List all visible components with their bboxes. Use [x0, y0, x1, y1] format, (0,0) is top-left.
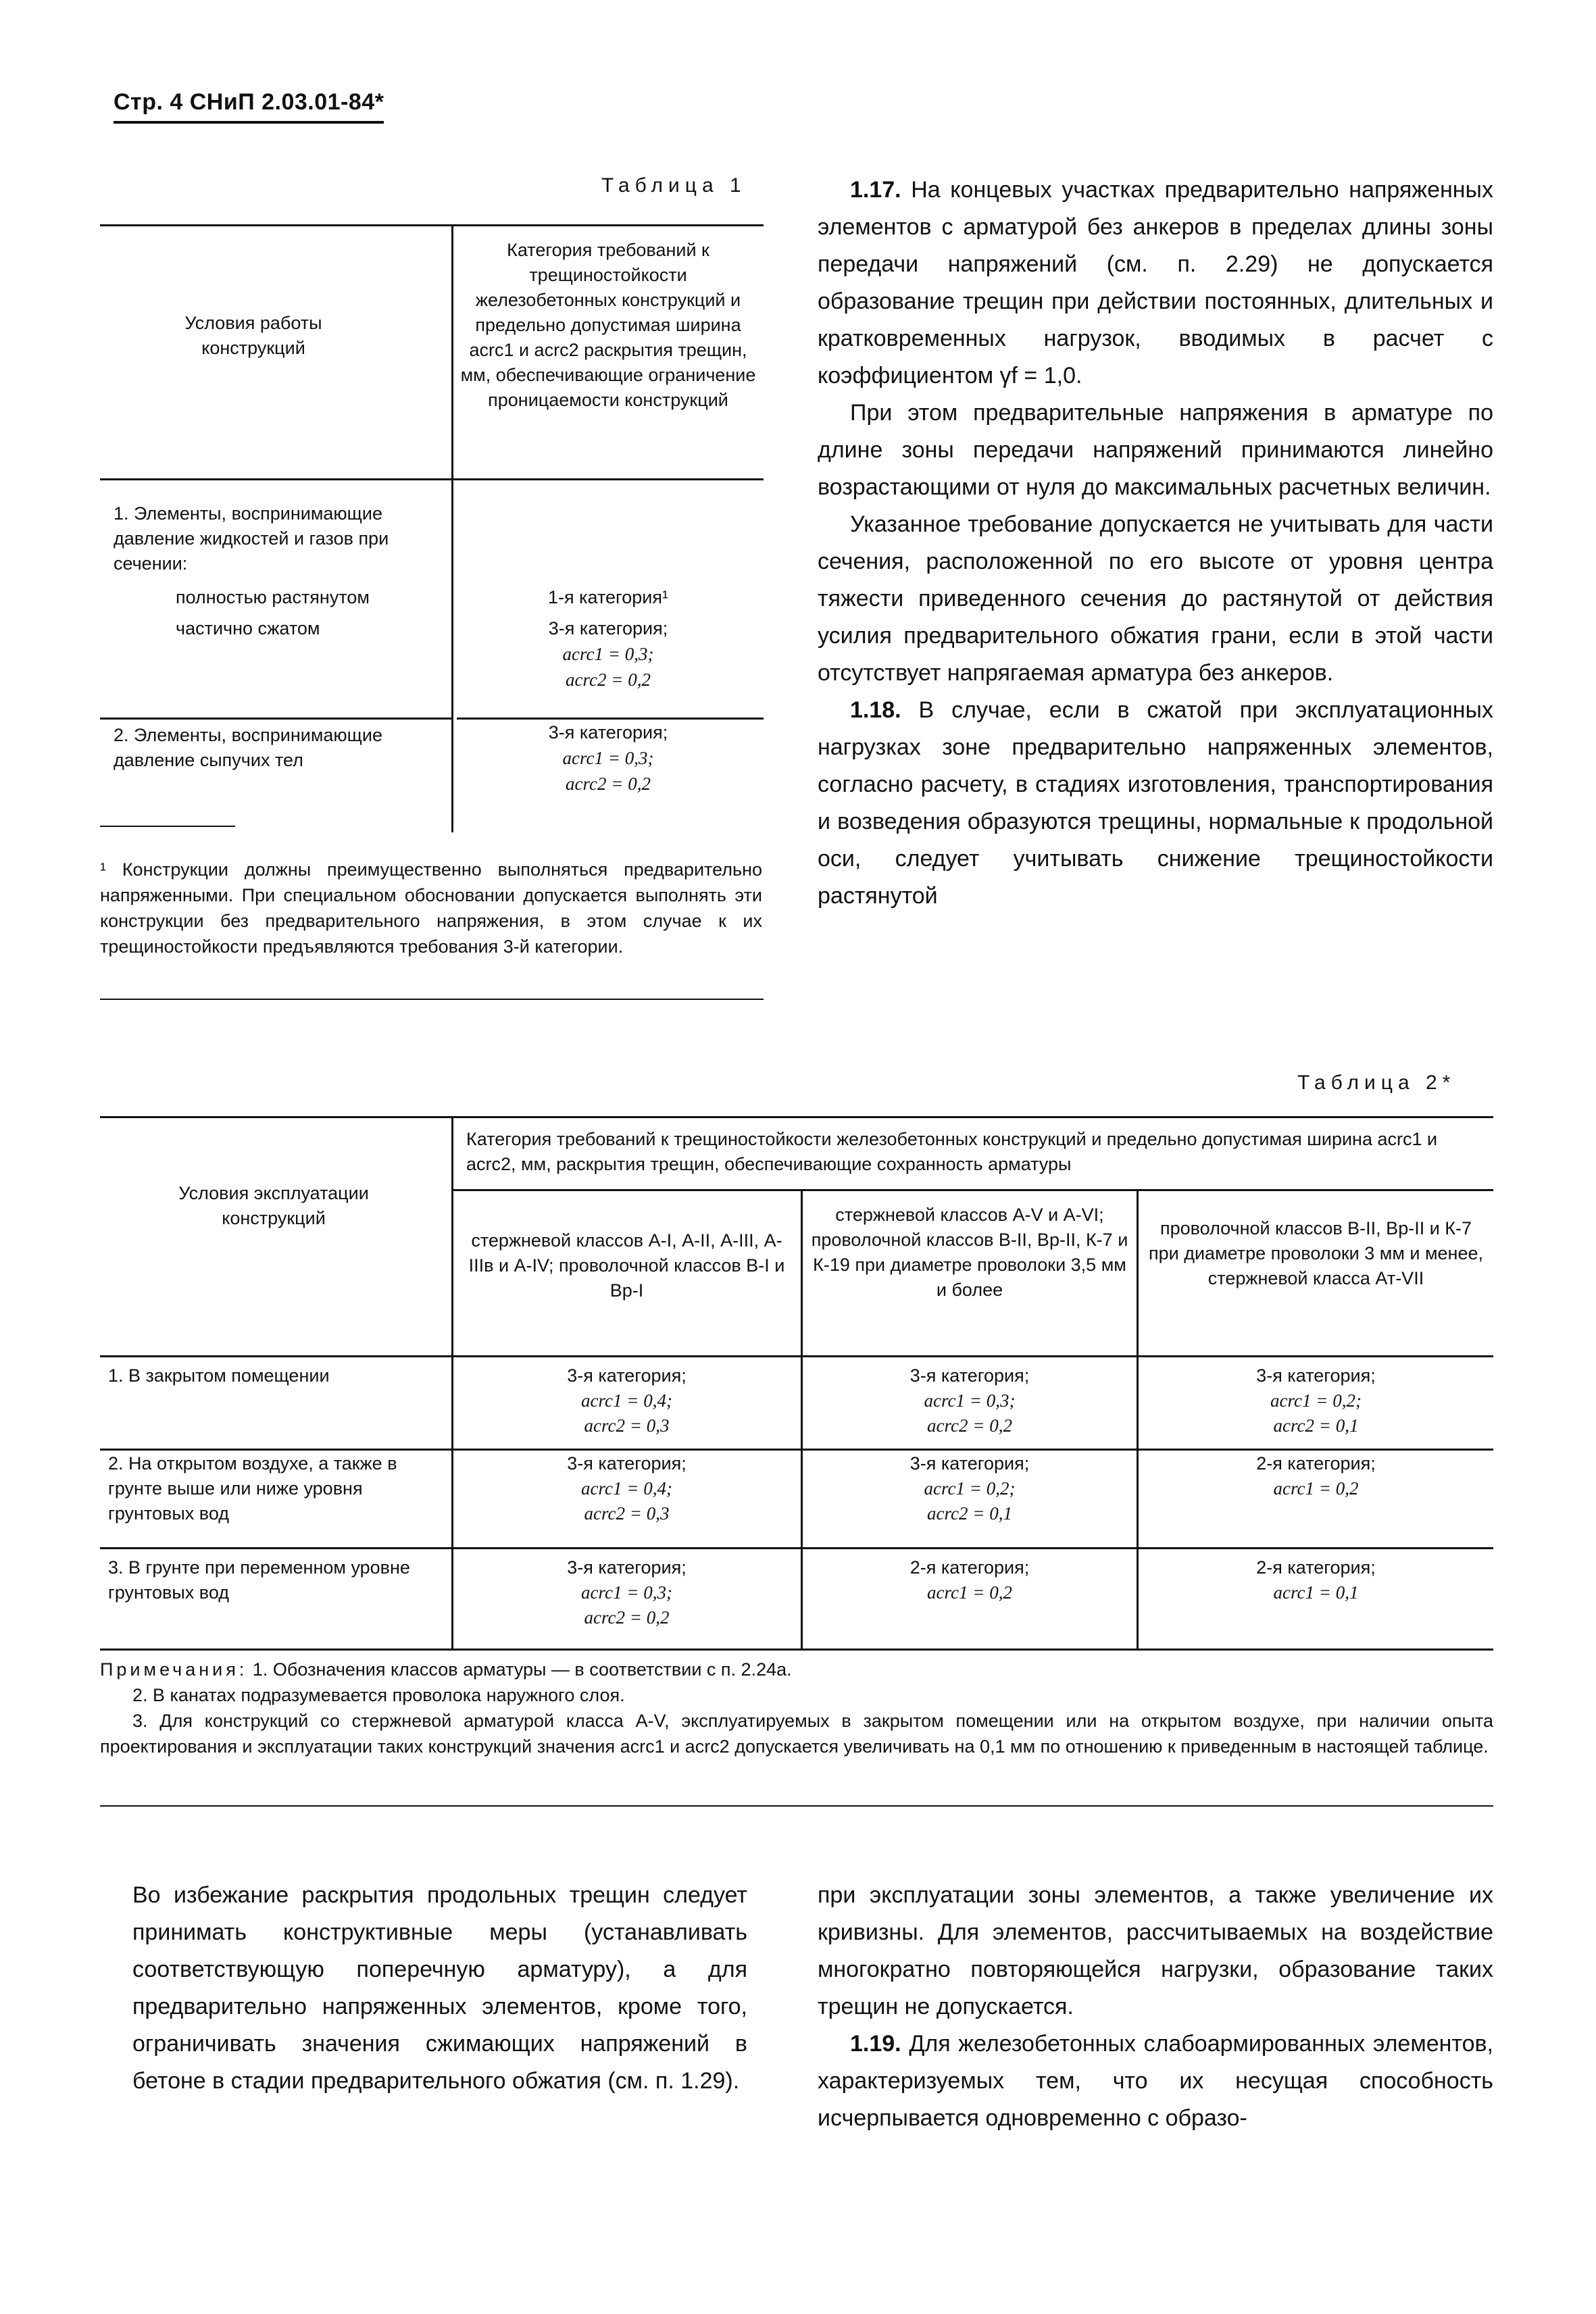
table2-col1-header: Условия эксплуатации конструкций: [178, 1183, 369, 1228]
clause-number: 1.18.: [850, 697, 901, 723]
note-2: 2. В канатах подразумевается проволока наружного слоя.: [132, 1685, 625, 1705]
table2-sub-header-1: стержневой классов А-I, А-II, А-III, А-IIIв и А-IV; проволочной классов В-I и Вр-I: [468, 1230, 785, 1301]
table1-footnote-rule: [100, 826, 235, 827]
table2-row2-col2: [811, 1451, 1128, 1526]
table2-row-rule: [100, 1547, 1493, 1549]
acrc2: acrc2 = 0,2: [584, 1607, 670, 1628]
table2-row-rule: [100, 1449, 1493, 1451]
table1-row1b-acrc1: acrc1 = 0,3;: [562, 644, 654, 664]
table1-row-rule-right: [457, 718, 764, 720]
category: 3-я категория;: [567, 1453, 687, 1474]
table2-col-divider: [1137, 1189, 1139, 1649]
paragraph: Указанное требование допускается не учитывать для части сечения, расположенной по его высоте от уровня центра тяжести приведенного сечения до растянутой от действия усилия предварительного обжатия грани, если в этой части отсутствует напрягаемая арматура без анкеров.: [818, 511, 1493, 686]
table1-caption: Таблица 1: [601, 174, 747, 197]
table1-row1-condition: 1. Элементы, воспринимающие давление жидкостей и газов при сечении:: [114, 503, 389, 574]
table2-row1-col2: [811, 1363, 1128, 1438]
table2-sub-header-3: проволочной классов В-II, Вр-II и К-7 при диаметре проволоки 3 мм и менее, стержневой класса Ат-VII: [1149, 1218, 1483, 1288]
bottom-left-text: [132, 1877, 747, 2100]
table2-top-rule: [100, 1116, 1493, 1118]
paragraph-text: На концевых участках предварительно напряженных элементов с арматурой без анкеров в пределах длины зоны передачи напряжений (см. п. 2.29) не допускается образование трещин при действии постоянных, длительных и кратковременных нагрузок, вводимых в расчет с коэффициентом γf = 1,0.: [818, 177, 1493, 388]
table2-notes-rule: [100, 1805, 1493, 1807]
paragraph-1-17: [818, 172, 1493, 395]
table1-row2-category: 3-я категория;: [548, 722, 668, 743]
paragraph: при эксплуатации зоны элементов, а также увеличение их кривизны. Для элементов, рассчитываемых на воздействие многократно повторяющейся нагрузки, образование таких трещин не допускается.: [818, 1882, 1493, 2019]
table2-span-rule: [451, 1189, 1493, 1191]
category: 2-я категория;: [1256, 1557, 1376, 1578]
table1-header-rule: [100, 478, 764, 480]
table2-row1-col1: [463, 1363, 791, 1438]
table1-row1a-value: 1-я категория¹: [547, 587, 669, 607]
table2-notes: [100, 1657, 1493, 1759]
table2-span-header: Категория требований к трещиностойкости железобетонных конструкций и предельно допустимая ширина acrc1 и acrc2, мм, раскрытия трещин, обеспечивающие сохранность арматуры: [466, 1129, 1438, 1174]
table1-bottom-rule: [100, 999, 764, 1000]
table1-footnote: ¹ Конструкции должны преимущественно выполняться предварительно напряженными. При специальном обосновании допускается выполнять эти конструкции без предварительного напряжения, в этом случае к их трещиностойкости предъявляются требования 3-й категории.: [100, 859, 762, 957]
note-line-1: [100, 1657, 1493, 1682]
table2-row1-col3: [1149, 1363, 1483, 1438]
paragraph-1-19: [818, 2026, 1493, 2137]
table1-row1b-condition: частично сжатом: [176, 618, 320, 638]
table2-row1-condition: 1. В закрытом помещении: [108, 1365, 330, 1386]
table2-bottom-rule: [100, 1649, 1493, 1651]
table2-row2-condition: 2. На открытом воздухе, а также в грунте выше или ниже уровня грунтовых вод: [108, 1453, 397, 1524]
table2-sub-header-2: стержневой классов А-V и А-VI; проволочной классов В-II, Вр-II, К-7 и К-19 при диаметре проволоки 3,5 мм и более: [811, 1205, 1128, 1300]
note-3: 3. Для конструкций со стержневой арматурой класса А-V, эксплуатируемых в закрытом помещении или на открытом воздухе, при наличии опыта проектирования и эксплуатации таких конструкций значения acrc1 и acrc2 допускается увеличивать на 0,1 мм по отношению к приведенным в настоящей таблице.: [100, 1711, 1493, 1757]
table2-row2-col1: [463, 1451, 791, 1526]
acrc2: acrc2 = 0,1: [1273, 1415, 1359, 1436]
acrc2: acrc2 = 0,3: [584, 1415, 670, 1436]
table2-row3-col2: [811, 1555, 1128, 1605]
category: 2-я категория;: [909, 1557, 1030, 1578]
acrc1: acrc1 = 0,4;: [581, 1390, 672, 1411]
clause-number: 1.17.: [850, 177, 901, 203]
table1-row1b-acrc2: acrc2 = 0,2: [566, 670, 651, 690]
bottom-right-text: [818, 1877, 1493, 2137]
acrc1: acrc1 = 0,4;: [581, 1478, 672, 1499]
table1-row1b-category: 3-я категория;: [548, 618, 668, 638]
category: 3-я категория;: [909, 1365, 1030, 1386]
note-1: 1. Обозначения классов арматуры — в соответствии с п. 2.24а.: [252, 1659, 792, 1680]
paragraph: Во избежание раскрытия продольных трещин следует принимать конструктивные меры (устанавливать соответствующую поперечную арматуру), а для предварительно напряженных элементов, кроме того, ограничивать значения сжимающих напряжений в бетоне в стадии предварительного обжатия (см. п. 1.29).: [132, 1882, 747, 2094]
table1-col2-header: Категория требований к трещиностойкости железобетонных конструкций и предельно допустимая ширина acrc1 и acrc2 раскрытия трещин, мм, обеспечивающие ограничение проницаемости конструкций: [460, 240, 756, 410]
page-header: Стр. 4 СНиП 2.03.01-84*: [114, 89, 384, 124]
category: 2-я категория;: [1256, 1453, 1376, 1474]
table2-row3-col3: [1149, 1555, 1483, 1605]
clause-number: 1.19.: [850, 2031, 901, 2057]
acrc2: acrc2 = 0,1: [927, 1503, 1012, 1524]
table2-row2-col3: [1149, 1451, 1483, 1501]
table1-col1-header: Условия работы конструкций: [184, 313, 322, 358]
table2-col-divider: [801, 1189, 803, 1649]
category: 3-я категория;: [1256, 1365, 1376, 1386]
table2-col-divider: [451, 1116, 453, 1649]
table2-caption: Таблица 2*: [1297, 1072, 1456, 1094]
acrc1: acrc1 = 0,2: [1273, 1478, 1359, 1499]
table2-header-rule: [100, 1355, 1493, 1357]
table1-top-rule: [100, 224, 764, 226]
category: 3-я категория;: [567, 1365, 687, 1386]
table1-col-divider: [451, 224, 453, 832]
acrc2: acrc2 = 0,3: [584, 1503, 670, 1524]
paragraph: При этом предварительные напряжения в арматуре по длине зоны передачи напряжений принимаются линейно возрастающими от нуля до максимальных расчетных величин.: [818, 400, 1493, 500]
table2-row3-col1: [463, 1555, 791, 1630]
paragraph-text: В случае, если в сжатой при эксплуатационных нагрузках зоне предварительно напряженных элементов, согласно расчету, в стадиях изготовления, транспортирования и возведения образуются трещины, нормальные к продольной оси, следует учитывать снижение трещиностойкости растянутой: [818, 697, 1493, 909]
category: 3-я категория;: [909, 1453, 1030, 1474]
acrc1: acrc1 = 0,3;: [924, 1390, 1016, 1411]
table2-row3-condition: 3. В грунте при переменном уровне грунтовых вод: [108, 1557, 410, 1603]
table1-row2-acrc2: acrc2 = 0,2: [566, 774, 651, 794]
acrc1: acrc1 = 0,2: [927, 1582, 1012, 1603]
right-column-text: [818, 172, 1493, 915]
paragraph-1-18: [818, 692, 1493, 915]
acrc1: acrc1 = 0,1: [1273, 1582, 1359, 1603]
paragraph-text: Для железобетонных слабоармированных элементов, характеризуемых тем, что их несущая способность исчерпывается одновременно с образо-: [818, 2031, 1494, 2131]
acrc1: acrc1 = 0,2;: [924, 1478, 1016, 1499]
acrc1: acrc1 = 0,2;: [1270, 1390, 1362, 1411]
acrc1: acrc1 = 0,3;: [581, 1582, 672, 1603]
table1-row1a-condition: полностью растянутом: [176, 587, 370, 607]
table1-row2-acrc1: acrc1 = 0,3;: [562, 748, 654, 768]
table1-row-rule: [100, 718, 451, 720]
notes-title: Примечания:: [100, 1659, 248, 1680]
acrc2: acrc2 = 0,2: [927, 1415, 1012, 1436]
category: 3-я категория;: [567, 1557, 687, 1578]
table1-row2-condition: 2. Элементы, воспринимающие давление сыпучих тел: [114, 725, 382, 770]
